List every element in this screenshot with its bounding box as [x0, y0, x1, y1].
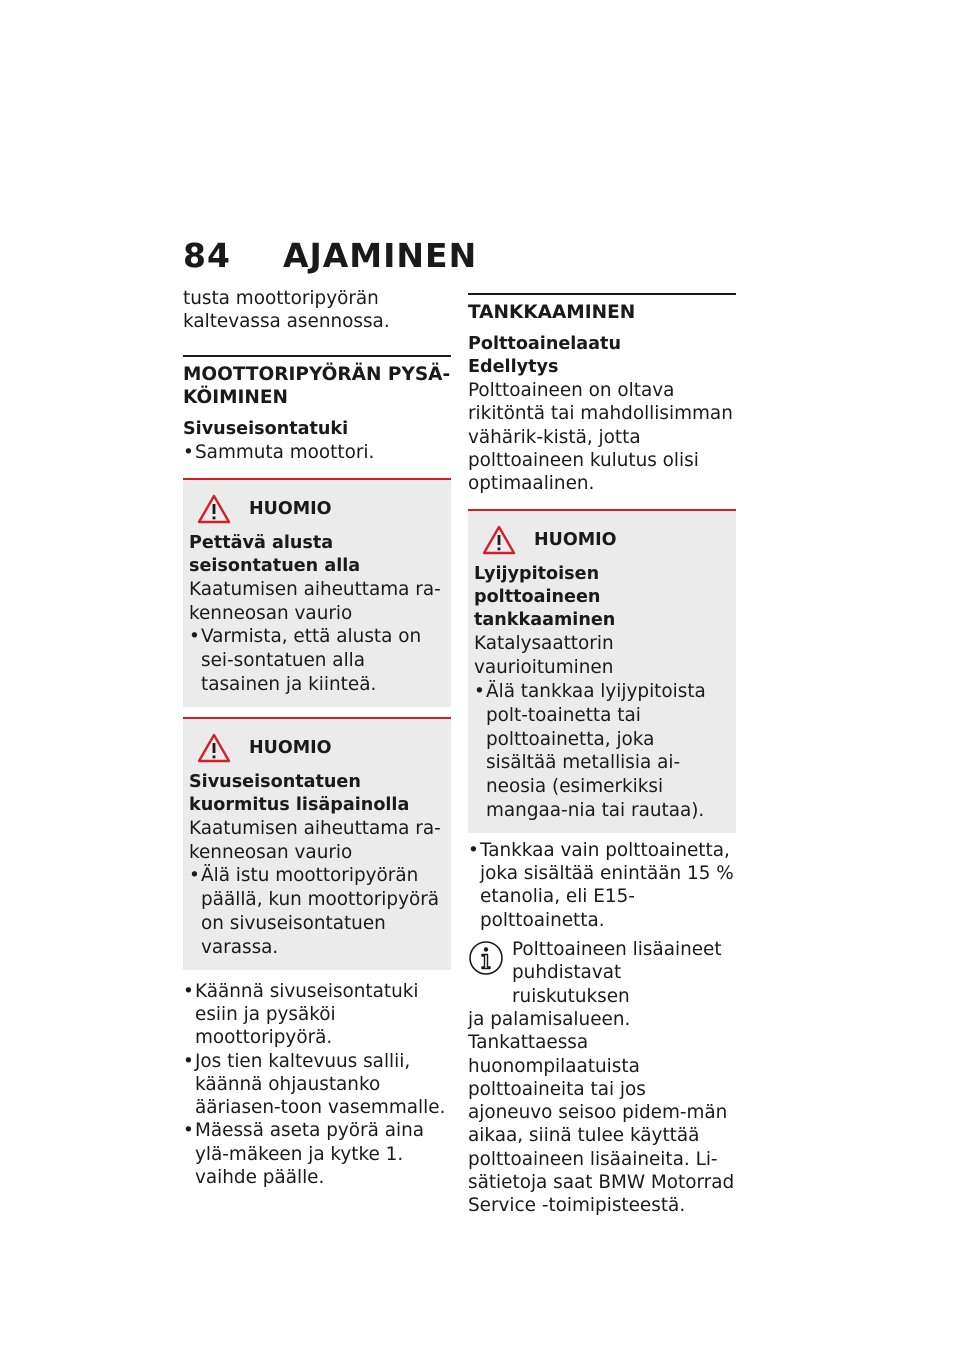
- info-icon: [468, 940, 504, 976]
- warning-triangle-icon: [482, 525, 516, 555]
- warning-box-3: [468, 509, 736, 832]
- warning-header: [197, 494, 445, 524]
- section-title-refuelling: TANKKAAMINEN: [468, 293, 736, 324]
- list-item: • Käännä sivuseisontatuki esiin ja pysäköi moottoripyörä.: [183, 980, 451, 1050]
- warning-triangle-icon: [197, 494, 231, 524]
- warning-triangle-icon: [197, 733, 231, 763]
- warning-text: Kaatumisen aiheuttama ra-kenneosan vaurio: [189, 817, 441, 863]
- warning-box-2: [183, 717, 451, 970]
- left-column: [183, 287, 451, 1189]
- warning-bullets: [474, 680, 730, 823]
- list-item: • Tankkaa vain polttoainetta, joka sisältää enintään 15 % etanolia, eli E15-polttoainetta.: [468, 839, 736, 932]
- warning-header: [482, 525, 730, 555]
- list-item: • Mäessä aseta pyörä aina ylä-mäkeen ja kytke 1. vaihde päälle.: [183, 1119, 451, 1189]
- fuel-requirement-text: Polttoaineen on oltava rikitöntä tai mahdollisimman vähärik-kistä, jotta polttoaineen kulutus olisi optimaalinen.: [468, 380, 733, 495]
- bullet-list-1: [183, 441, 451, 464]
- intro-text: tusta moottoripyörän kaltevassa asennossa.: [183, 288, 390, 333]
- info-text-first: Polttoaineen lisäaineet puhdistavat ruiskutuksen: [512, 939, 722, 1007]
- warning-bullets: [189, 864, 445, 959]
- list-item: • Varmista, että alusta on sei-sontatuen alla tasainen ja kiinteä.: [189, 625, 445, 696]
- bullet-list-2: [183, 980, 451, 1190]
- bullet-list-3: [468, 839, 736, 932]
- warning-label: HUOMIO: [534, 530, 617, 551]
- list-item: • Jos tien kaltevuus sallii, käännä ohjaustanko ääriasen-toon vasemmalle.: [183, 1050, 451, 1120]
- subtitle-side-stand: Sivuseisontatuki: [183, 418, 349, 439]
- warning-label: HUOMIO: [249, 737, 332, 758]
- subtitle-fuel-quality: Polttoainelaatu: [468, 334, 621, 354]
- list-item: • Sammuta moottori.: [183, 441, 451, 464]
- warning-bullets: [189, 625, 445, 696]
- warning-title: Pettävä alusta seisontatuen alla: [189, 532, 361, 576]
- page-header: [183, 236, 477, 286]
- warning-header: [197, 733, 445, 763]
- warning-title: Sivuseisontatuen kuormitus lisäpainolla: [189, 771, 410, 815]
- right-column: [468, 287, 736, 1218]
- warning-text: Katalysaattorin vaurioituminen: [474, 633, 614, 679]
- list-item: • Älä tankkaa lyijypitoista polt-toainetta tai polttoainetta, joka sisältää metallisia ai-neosia (esimerkiksi mangaa-nia tai rautaa).: [474, 680, 730, 823]
- info-block: [468, 938, 736, 1218]
- subtitle-requirement: Edellytys: [468, 357, 559, 377]
- section-title-parking: MOOTTORIPYÖRÄN PYSÄ-KÖIMINEN: [183, 355, 451, 409]
- warning-title: Lyijypitoisen polttoaineen tankkaaminen: [474, 564, 616, 631]
- warning-box-1: [183, 478, 451, 707]
- warning-label: HUOMIO: [249, 498, 332, 519]
- warning-text: Kaatumisen aiheuttama ra-kenneosan vaurio: [189, 578, 441, 624]
- page-number: 84: [183, 236, 231, 275]
- chapter-title: AJAMINEN: [282, 236, 478, 275]
- info-text-rest: ja palamisalueen. Tankattaessa huonompilaatuista polttoaineita tai jos ajoneuvo seisoo pidem-män aikaa, siinä tulee käyttää polttoaineen lisäaineita. Li-sätietoja saat BMW Motorrad Service -toimipisteestä.: [468, 1008, 735, 1217]
- list-item: • Älä istu moottoripyörän päällä, kun moottoripyörä on sivuseisontatuen varassa.: [189, 864, 445, 959]
